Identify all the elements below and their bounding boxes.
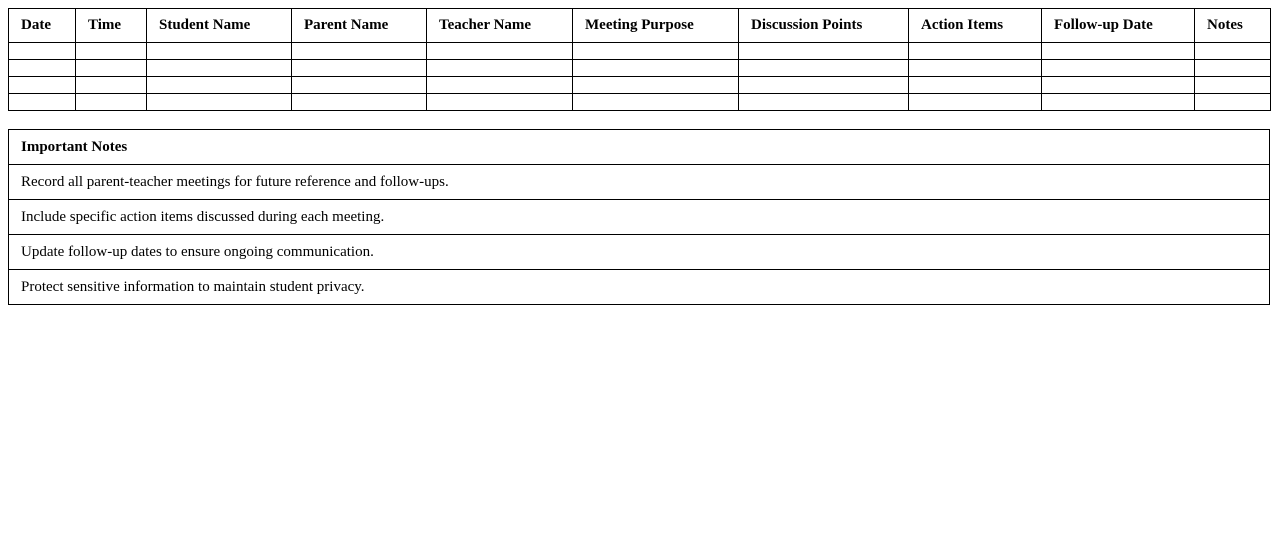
column-header-parent-name: Parent Name <box>292 9 427 43</box>
list-item <box>9 235 1270 270</box>
column-header-teacher-name: Teacher Name <box>427 9 573 43</box>
note-text: Record all parent-teacher meetings for future reference and follow-ups. <box>9 165 1270 200</box>
table-cell[interactable] <box>573 94 739 111</box>
table-cell[interactable] <box>1042 94 1195 111</box>
column-header-notes: Notes <box>1195 9 1271 43</box>
table-cell[interactable] <box>909 60 1042 77</box>
table-row <box>9 77 1271 94</box>
list-item <box>9 200 1270 235</box>
list-item <box>9 165 1270 200</box>
table-cell[interactable] <box>76 60 147 77</box>
table-cell[interactable] <box>9 60 76 77</box>
table-cell[interactable] <box>573 60 739 77</box>
table-cell[interactable] <box>9 77 76 94</box>
table-cell[interactable] <box>147 94 292 111</box>
table-cell[interactable] <box>1042 60 1195 77</box>
table-cell[interactable] <box>76 43 147 60</box>
table-cell[interactable] <box>739 60 909 77</box>
table-row <box>9 60 1271 77</box>
table-cell[interactable] <box>427 94 573 111</box>
table-cell[interactable] <box>147 60 292 77</box>
note-text: Protect sensitive information to maintain student privacy. <box>9 270 1270 305</box>
table-cell[interactable] <box>427 60 573 77</box>
meeting-log-table <box>8 8 1271 111</box>
table-cell[interactable] <box>909 94 1042 111</box>
table-cell[interactable] <box>9 94 76 111</box>
table-cell[interactable] <box>1042 43 1195 60</box>
column-header-action-items: Action Items <box>909 9 1042 43</box>
table-cell[interactable] <box>739 43 909 60</box>
notes-header-row <box>9 130 1270 165</box>
table-cell[interactable] <box>573 43 739 60</box>
table-cell[interactable] <box>292 94 427 111</box>
note-text: Update follow-up dates to ensure ongoing communication. <box>9 235 1270 270</box>
table-cell[interactable] <box>739 94 909 111</box>
table-cell[interactable] <box>427 77 573 94</box>
table-cell[interactable] <box>909 77 1042 94</box>
list-item <box>9 270 1270 305</box>
table-row <box>9 43 1271 60</box>
column-header-date: Date <box>9 9 76 43</box>
table-cell[interactable] <box>573 77 739 94</box>
column-header-student-name: Student Name <box>147 9 292 43</box>
table-cell[interactable] <box>292 43 427 60</box>
important-notes-table <box>8 129 1270 305</box>
table-cell[interactable] <box>1042 77 1195 94</box>
table-cell[interactable] <box>1195 60 1271 77</box>
table-cell[interactable] <box>292 77 427 94</box>
table-cell[interactable] <box>9 43 76 60</box>
table-row <box>9 94 1271 111</box>
column-header-follow-up-date: Follow-up Date <box>1042 9 1195 43</box>
note-text: Include specific action items discussed during each meeting. <box>9 200 1270 235</box>
column-header-meeting-purpose: Meeting Purpose <box>573 9 739 43</box>
table-cell[interactable] <box>147 43 292 60</box>
table-cell[interactable] <box>1195 77 1271 94</box>
notes-title: Important Notes <box>9 130 1270 165</box>
table-cell[interactable] <box>739 77 909 94</box>
column-header-discussion-points: Discussion Points <box>739 9 909 43</box>
table-cell[interactable] <box>292 60 427 77</box>
table-cell[interactable] <box>147 77 292 94</box>
table-cell[interactable] <box>76 94 147 111</box>
table-cell[interactable] <box>1195 94 1271 111</box>
table-header-row <box>9 9 1271 43</box>
table-cell[interactable] <box>1195 43 1271 60</box>
table-cell[interactable] <box>909 43 1042 60</box>
column-header-time: Time <box>76 9 147 43</box>
table-cell[interactable] <box>427 43 573 60</box>
table-cell[interactable] <box>76 77 147 94</box>
